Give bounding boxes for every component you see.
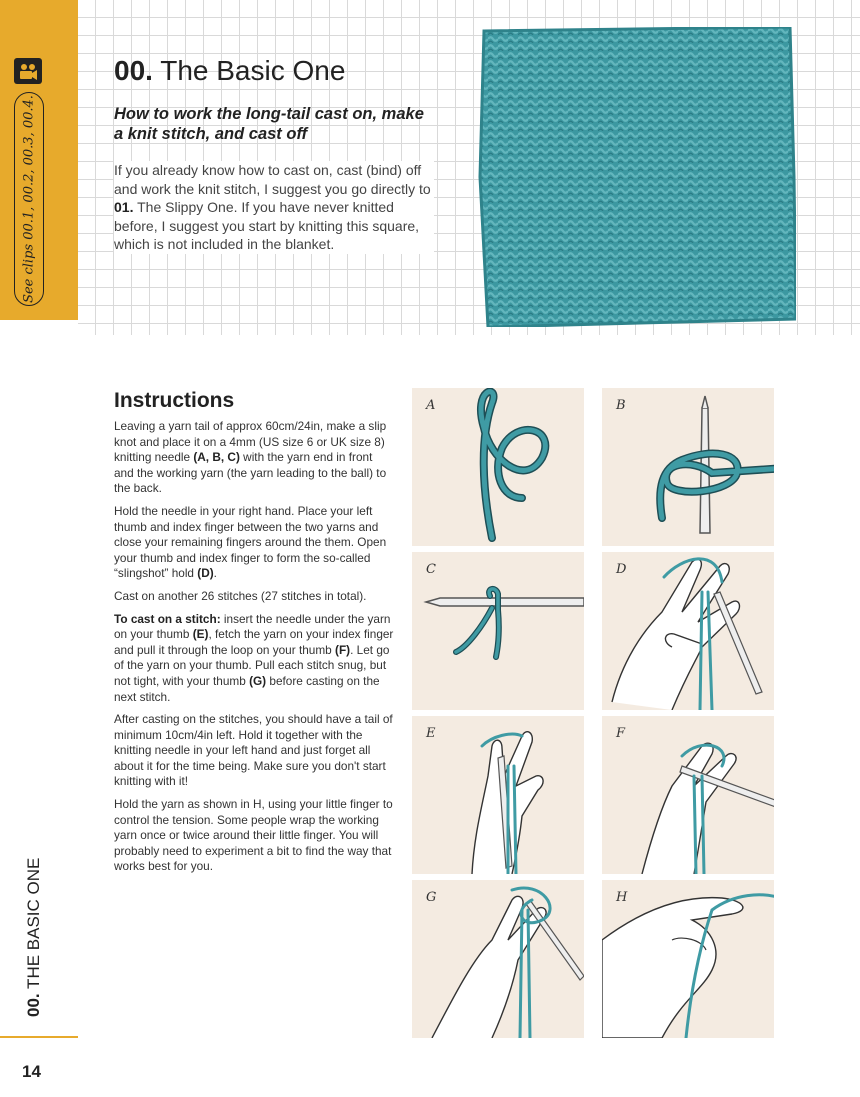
slip-knot-on-needle-illustration: [602, 388, 774, 546]
figure-h: [602, 880, 774, 1038]
instructions-paragraph: Leaving a yarn tail of approx 60cm/24in, make a slip knot and place it on a 4mm (US size 6 or UK size 8) knitting needle (A, B, C) with the yarn end in front and the working yarn (the yarn leading to the ball) to the back.: [114, 419, 387, 496]
slingshot-hold-illustration: [602, 552, 774, 710]
instructions-paragraph: To cast on a stitch: insert the needle under the yarn on your thumb (E), fetch the yarn on your index finger and pull it through the loop on your thumb (F). Let go of the yarn on your thumb. Pull each stitch snug, but not tight, with your thumb (G) before casting on the next stitch.: [114, 611, 394, 704]
instructions-paragraph: Hold the needle in your right hand. Place your left thumb and index finger between the two yarns and close your remaining fingers around the them. Open your thumb and index finger to form the so-called “slingshot” hold (D).: [114, 503, 387, 581]
figure-label: H: [616, 890, 628, 905]
figure-c: [412, 552, 584, 710]
figure-label: F: [616, 726, 626, 741]
instructions-body: [114, 419, 394, 882]
figure-d: [602, 552, 774, 710]
insert-needle-under-thumb-illustration: [412, 716, 584, 874]
figure-label: C: [426, 562, 436, 577]
title-number: 00.: [114, 55, 153, 86]
snug-stitch-illustration: [412, 880, 584, 1038]
pull-yarn-through-loop-illustration: [602, 716, 774, 874]
figure-b: [602, 388, 774, 546]
figure-label: D: [616, 562, 627, 577]
clips-note: [14, 92, 44, 306]
figure-f: [602, 716, 774, 874]
footer-divider: [0, 1036, 78, 1038]
instructions-heading: Instructions: [114, 389, 235, 412]
page-title: [114, 55, 345, 87]
figure-g: [412, 880, 584, 1038]
holding-yarn-tension-illustration: [602, 880, 774, 1038]
instructions-paragraph: Cast on another 26 stitches (27 stitches in total).: [114, 588, 367, 603]
instructions-paragraph: Hold the yarn as shown in H, using your little finger to control the tension. Some people wrap the working yarn once or twice around their little finger. You will probably need to experiment a bit to find the way that works best for you.: [114, 797, 393, 874]
title-text: The Basic One: [160, 55, 346, 86]
page-number: 14: [22, 1062, 41, 1081]
sidebar-tab: [0, 0, 78, 320]
figure-label: B: [616, 398, 626, 413]
figure-label: G: [426, 890, 437, 905]
intro-paragraph: If you already know how to cast on, cast (bind) off and work the knit stitch, I suggest you go directly to 01. The Slippy One. If you have never knitted before, I suggest you start by knitting this square, which is not included in the blanket.: [114, 161, 434, 254]
knitted-swatch-image: [478, 27, 796, 327]
needle-with-stitch-illustration: [412, 552, 584, 710]
intro-link: 01.: [114, 199, 134, 215]
section-side-label: 00. THE BASIC ONE: [24, 857, 43, 1017]
page-subtitle: How to work the long-tail cast on, make a knit stitch, and cast off: [114, 105, 424, 143]
figure-label: A: [426, 398, 436, 413]
figure-e: [412, 716, 584, 874]
figure-label: E: [426, 726, 436, 741]
video-camera-icon: [14, 58, 42, 84]
instructions-paragraph: After casting on the stitches, you should have a tail of minimum 10cm/4in left. Hold it together with the knitting needle in your left hand and just forget all about it for the time being. Make sure you don't start knitting with it!: [114, 712, 393, 789]
slip-knot-loop-illustration: [412, 388, 584, 546]
figure-a: [412, 388, 584, 546]
clips-note-text: See clips 00.1, 00.2, 00.3, 00.4.: [21, 95, 37, 303]
